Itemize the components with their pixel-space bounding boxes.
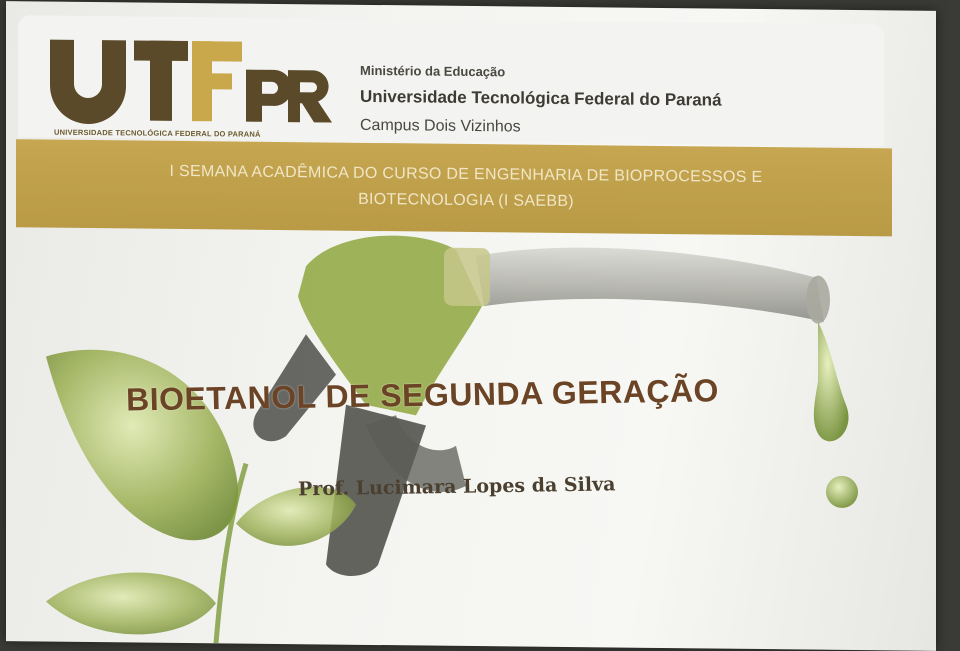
projected-slide [6, 1, 936, 651]
nozzle-collar [444, 248, 490, 306]
slide-artwork [6, 1, 936, 651]
campus-name: Campus Dois Vizinhos [360, 116, 521, 136]
nozzle-tip [806, 276, 830, 324]
university-name: Universidade Tecnológica Federal do Paraná [360, 86, 722, 110]
slide-author: Prof. Lucimara Lopes da Silva [297, 473, 616, 501]
logo-caption: UNIVERSIDADE TECNOLÓGICA FEDERAL DO PARANÁ [54, 127, 261, 139]
leaf-lower [46, 572, 216, 636]
nozzle-spout [476, 246, 824, 321]
event-line-1: I SEMANA ACADÊMICA DO CURSO DE ENGENHARIA DE BIOPROCESSOS E [169, 162, 763, 187]
leaf-large [46, 349, 238, 540]
fuel-drop [826, 476, 858, 508]
slide-title: BIOETANOL DE SEGUNDA GERAÇÃO [125, 372, 720, 418]
ministry-label: Ministério da Educação [360, 62, 506, 80]
event-line-2: BIOTECNOLOGIA (I SAEBB) [358, 190, 574, 211]
